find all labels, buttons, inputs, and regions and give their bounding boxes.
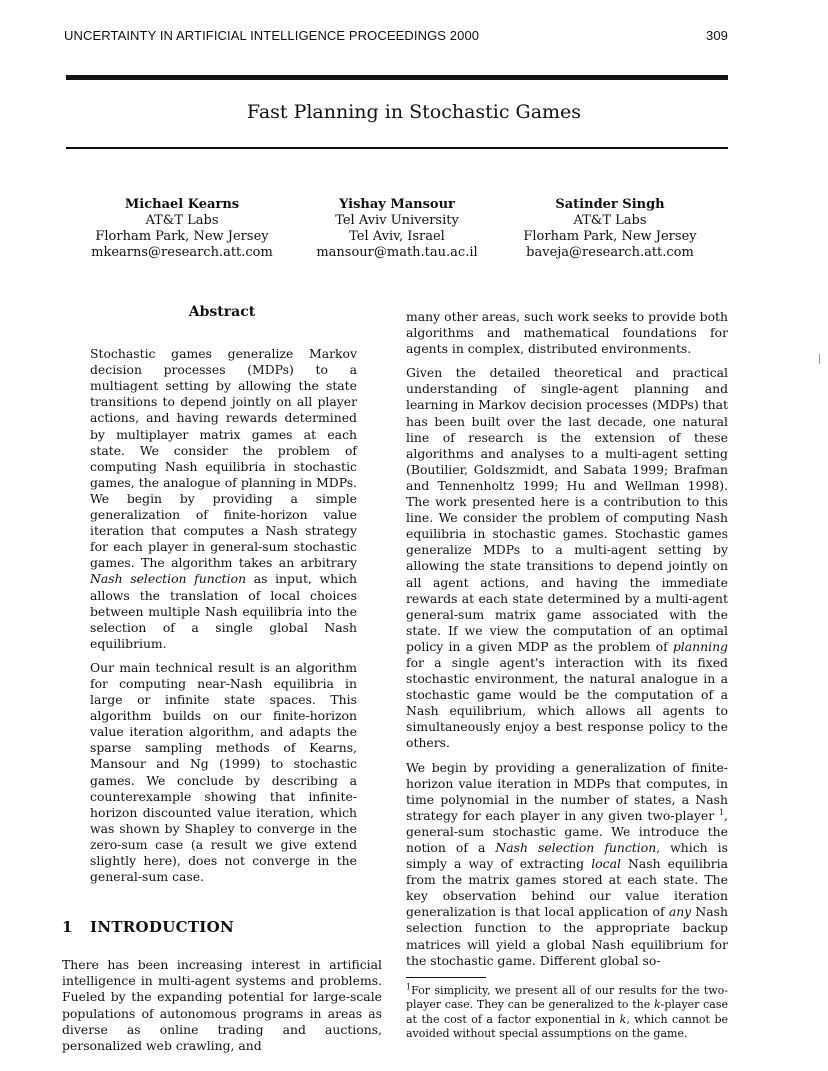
author-name: Satinder Singh: [555, 197, 665, 212]
author-name: Michael Kearns: [124, 197, 240, 212]
paper-title: Fast Planning in Stochastic Games: [246, 101, 582, 123]
footnote-marker: 1: [718, 807, 725, 817]
journal-name: UNCERTAINTY IN ARTIFICIAL INTELLIGENCE PROCEEDINGS 2000: [64, 28, 480, 43]
section-number: 1: [62, 918, 73, 937]
author-2: [287, 197, 507, 261]
intro-paragraph-3: We begin by providing a generalization of finite-horizon value iteration in MDPs that computes, in time polynomial in the number of states, a Nash strategy for each player in any given two-player $^1$, general-sum stochastic game. We introduce the notion of a Nash selection function, which is simply a way of extracting local Nash equilibria from the matrix games stored at each state. The key observation behind our value iteration generalization is that local application of any Nash selection function to the appropriate backup matrices will yield a global Nash equilibrium for the stochastic game. Different global so-: [406, 759, 729, 968]
author-location: Florham Park, New Jersey: [523, 229, 697, 244]
author-3: [500, 197, 720, 261]
intro-paragraph-2: Given the detailed theoretical and practical understanding of single-agent planning and learning in Markov decision processes (MDPs) that has been built over the last decade, one natural line of research is the extension of these algorithms and analyses to a multi-agent setting (Boutilier, Goldszmidt, and Sabata 1999; Brafman and Tennenholtz 1999; Hu and Wellman 1998). The work presented here is a contribution to this line. We consider the problem of computing Nash equilibria in stochastic games. Stochastic games generalize MDPs to a multi-agent setting by allowing the state transitions to depend jointly on all agent actions, and having the immediate rewards at each state determined by a multi-agent general-sum matrix game associated with the state. If we view the computation of an optimal policy in a given MDP as the problem of planning for a single agent's interaction with its fixed stochastic environment, the natural analogue in a stochastic game would be the computation of a Nash equilibrium, which allows all agents to simultaneously enjoy a best response policy to the others.: [406, 365, 728, 751]
abstract: [62, 304, 382, 885]
author-affiliation: AT&T Labs: [145, 213, 219, 228]
emphasis-text: any: [668, 904, 692, 920]
intro-paragraph-1: There has been increasing interest in artificial intelligence in multi-agent systems and problems. Fueled by the expanding potential for large-scale populations of autonomous programs in areas as diverse as online trading and auctions, personalized web crawling, and: [62, 957, 382, 1053]
footnote-rule: [406, 977, 486, 978]
author-location: Florham Park, New Jersey: [95, 229, 269, 244]
running-header: [64, 28, 728, 43]
intro-paragraph-1-continued: many other areas, such work seeks to provide both algorithms and mathematical foundations for agents in complex, distributed environments.: [406, 309, 728, 357]
abstract-paragraph-2: Our main technical result is an algorithm for computing near-Nash equilibria in large or infinite state spaces. This algorithm builds on our finite-horizon value iteration algorithm, and adapts the sparse sampling methods of Kearns, Mansour and Ng (1999) to stochastic games. We conclude by describing a counterexample showing that infinite-horizon discounted value iteration, which was shown by Shapley to converge in the zero-sum case (a result we give extend slightly here), does not converge in the general-sum case.: [90, 659, 357, 885]
emphasis-text: Nash selection function: [495, 840, 657, 855]
footnote-number: 1: [406, 982, 412, 992]
author-affiliation: AT&T Labs: [573, 213, 647, 228]
emphasis-text: Nash selection function: [90, 571, 247, 587]
scrollbar-marker: [819, 354, 820, 364]
author-name: Yishay Mansour: [339, 197, 455, 212]
top-rule: [66, 75, 728, 80]
abstract-heading: Abstract: [188, 304, 256, 320]
author-email: baveja@research.att.com: [526, 245, 694, 260]
right-column: [406, 309, 728, 1042]
abstract-paragraph-1: Stochastic games generalize Markov decision processes (MDPs) to a multiagent setting by allowing the state transitions to depend jointly on all player actions, and having rewards determined by multiplayer matrix games at each state. We consider the problem of computing Nash equilibria in stochastic games, the analogue of planning in MDPs. We begin by providing a simple generalization of finite-horizon value iteration that computes a Nash strategy for each player in general-sum stochastic games. The algorithm takes an arbitrary Nash selection function as input, which allows the translation of local choices between multiple Nash equilibria into the selection of a single global Nash equilibrium.: [90, 346, 357, 651]
left-column: [62, 300, 382, 1062]
section-heading-introduction: [62, 919, 382, 935]
emphasis-text: local: [591, 856, 621, 872]
author-affiliation: Tel Aviv University: [335, 213, 459, 228]
author-1: [72, 197, 292, 261]
footnote: $^1$For simplicity, we present all of our results for the two-player case. They can be generalized to the k-player case at the cost of a factor exponential in k, which cannot be avoided without special assumptions on the game.: [406, 982, 728, 1041]
author-email: mansour@math.tau.ac.il: [316, 245, 478, 260]
page-number: 309: [706, 28, 728, 43]
title-rule: [66, 147, 728, 149]
section-title: INTRODUCTION: [90, 918, 235, 937]
author-location: Tel Aviv, Israel: [349, 229, 445, 244]
author-email: mkearns@research.att.com: [91, 245, 273, 260]
emphasis-text: planning: [672, 638, 728, 654]
